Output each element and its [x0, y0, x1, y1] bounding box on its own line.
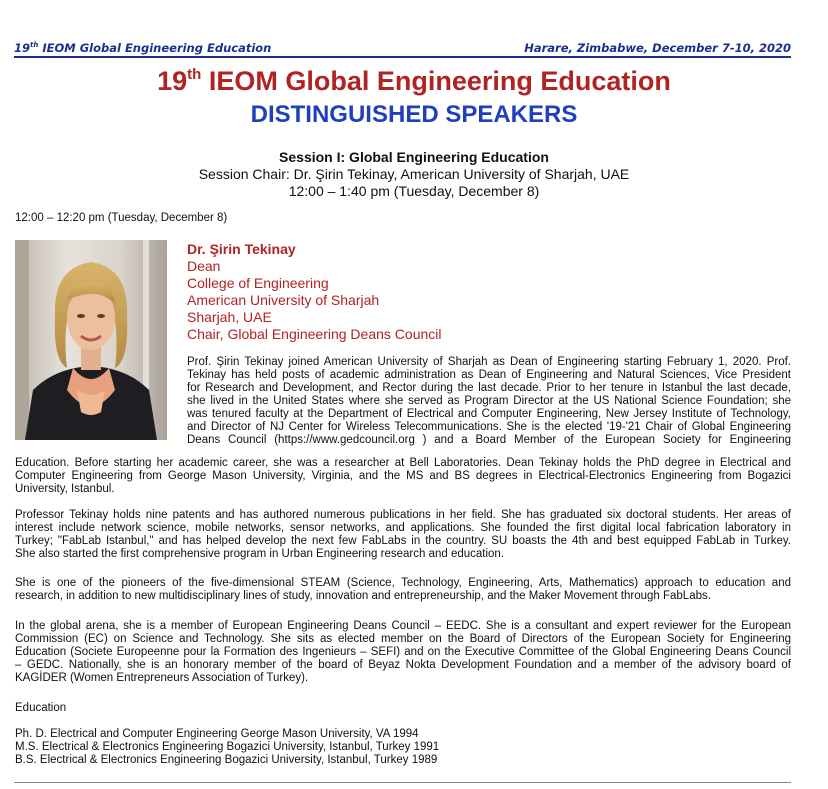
text-line: research, in addition to new multidisciplinary lines of study, innovation and entrepreneurship, and the Maker Movement through FabLabs.	[15, 590, 711, 602]
speaker-photo	[15, 240, 167, 440]
text-line: was tenured faculty at the Department of Electrical and Computer Engineering, New Jersey Institute of Technology,	[187, 408, 791, 420]
education-item: Ph. D. Electrical and Computer Engineering George Mason University, VA 1994	[15, 728, 419, 740]
text-line: Education. Before starting her academic career, she was a researcher at Bell Laboratories. Dean Tekinay holds the PhD degree in Electrical and	[15, 457, 791, 469]
text-line: for Research and Development, and Rector during the last decade. Prior to her tenure in Istanbul the last decade,	[187, 382, 791, 394]
page-divider	[14, 782, 791, 783]
text-line: interest include network science, mobile networks, sensor networks, and applications. She founded the first digital local fabrication laboratory in	[15, 522, 791, 534]
text-line: Professor Tekinay holds nine patents and has authored numerous publications in her field. She has graduated six doctoral students. Her areas of	[15, 509, 791, 521]
education-item: B.S. Electrical & Electronics Engineering Bogazici University, Istanbul, Turkey 1989	[15, 754, 438, 766]
text-line: Turkey; "FabLab Istanbul," and has helped develop the next few FabLabs in the country. SU boasts the 4th and best equipped FabLab in Turkey.	[15, 535, 791, 547]
text-line: Deans Council (https://www.gedcouncil.org ) and a Board Member of the European Society for Engineering	[187, 434, 791, 446]
research-paragraph	[15, 509, 791, 561]
header-conference-name: 19th IEOM Global Engineering Education	[14, 41, 272, 55]
session-name: Session I: Global Engineering Education	[279, 149, 549, 165]
text-line: Computer Engineering from George Mason University, Virginia, and the MS and BS degrees in Electrical-Electronics Engineering from Bogazici	[15, 470, 791, 482]
text-line: Prof. Şirin Tekinay joined American University of Sharjah as Dean of Engineering starting February 1, 2020. Prof.	[187, 356, 791, 368]
page-subtitle: DISTINGUISHED SPEAKERS	[250, 101, 578, 128]
text-line: She is one of the pioneers of the five-dimensional STEAM (Science, Technology, Engineering, Arts, Mathematics) approach to education and	[15, 577, 791, 589]
text-line: Tekinay has held posts of academic administration as Dean of Engineering and Natural Sciences, Vice President	[187, 369, 791, 381]
education-list	[15, 728, 439, 767]
text-line: She also started the first comprehensive program in Urban Engineering research and education.	[15, 548, 505, 560]
session-chair: Session Chair: Dr. Şirin Tekinay, American University of Sharjah, UAE	[198, 166, 630, 182]
session-time: 12:00 – 1:40 pm (Tuesday, December 8)	[288, 183, 540, 199]
global-arena-paragraph	[15, 620, 791, 685]
text-line: and Director of NJ Center for Wireless Telecommunications. She is the elected '19-'21 Chair of Global Engineering	[187, 421, 791, 433]
text-line: Education (Societe Europeenne pour la Formation des Ingenieurs – SEFI) and on the Executive Committee of the Global Engineering Deans Council	[15, 646, 791, 658]
running-header	[14, 40, 791, 58]
education-item: M.S. Electrical & Electronics Engineering Bogazici University, Istanbul, Turkey 1991	[15, 741, 440, 753]
header-location-date: Harare, Zimbabwe, December 7-10, 2020	[524, 41, 791, 55]
education-heading: Education	[15, 702, 67, 714]
speaker-department: College of Engineering	[187, 275, 329, 291]
speaker-name: Dr. Şirin Tekinay	[187, 241, 296, 257]
page-title: 19th IEOM Global Engineering Education	[157, 66, 671, 96]
speaker-role: Dean	[187, 258, 221, 274]
text-line: University, Istanbul.	[15, 483, 115, 495]
text-line: she lived in the United States where she served as Program Director at the US National Science Foundation; she	[187, 395, 791, 407]
speaker-portrait-image	[15, 240, 167, 440]
text-line: KAGİDER (Women Entrepreneurs Association of Turkey).	[15, 672, 309, 684]
speaker-location: Sharjah, UAE	[187, 309, 272, 325]
text-line: Commission (EC) on Science and Technology. She sits as elected member on the Board of Directors of the European Society for Engineering	[15, 633, 791, 645]
bio-paragraph-top	[187, 356, 791, 447]
steam-paragraph	[15, 577, 791, 603]
bio-paragraph-continued	[15, 457, 791, 496]
text-line: In the global arena, she is a member of European Engineering Deans Council – EEDC. She is a consultant and expert reviewer for the European	[15, 620, 791, 632]
text-line: – GEDC. Nationally, she is an honorary member of the board of Beyaz Nokta Development Foundation and a member of the advisory board of	[15, 659, 791, 671]
speaker-university: American University of Sharjah	[187, 292, 380, 308]
speaker-chair-title: Chair, Global Engineering Deans Council	[187, 326, 442, 342]
talk-time: 12:00 – 12:20 pm (Tuesday, December 8)	[15, 212, 228, 224]
